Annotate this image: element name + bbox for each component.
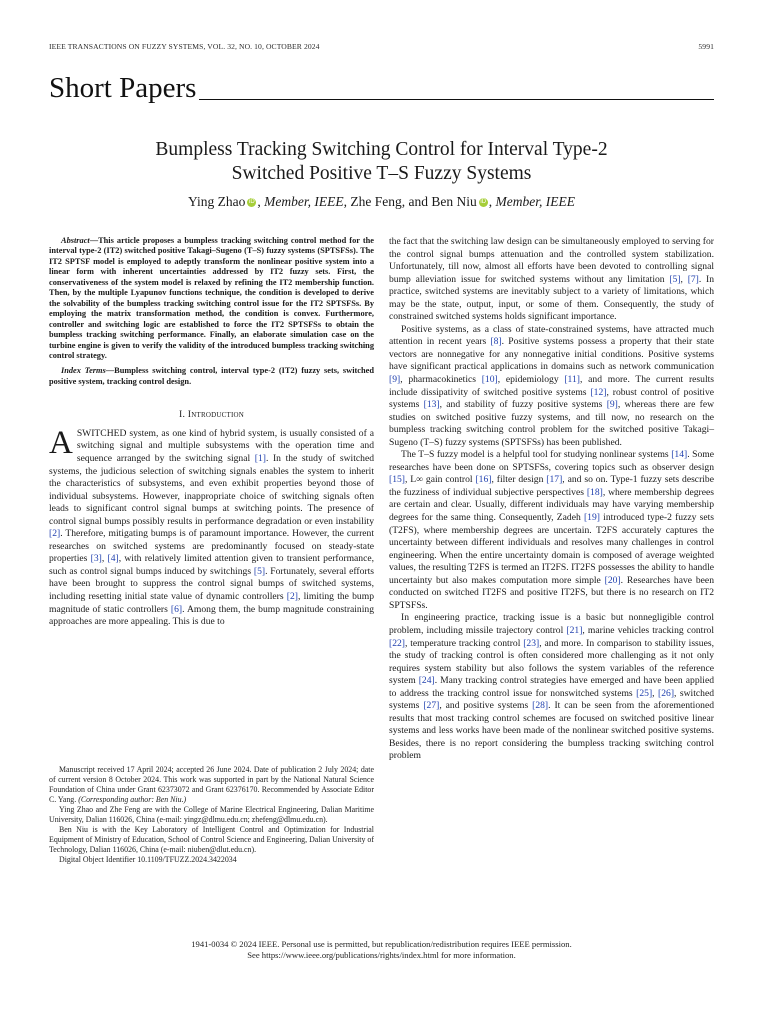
- paragraph-text: . Many tracking control strategies have emerged and have been applied to address the tracking control issue for nonswitched systems: [389, 675, 714, 699]
- paragraph-text: The T–S fuzzy model is a helpful tool for studying nonlinear systems: [401, 449, 672, 461]
- citation-link[interactable]: [5]: [253, 565, 266, 577]
- citation-link[interactable]: [7]: [687, 273, 699, 285]
- copyright-notice: [49, 939, 714, 961]
- paragraph-text: , marine vehicles tracking control: [582, 624, 715, 636]
- author-role: Member, IEEE: [264, 194, 344, 209]
- citation-link[interactable]: [23]: [523, 637, 540, 649]
- title-line-1: Bumpless Tracking Switching Control for Interval Type-2: [155, 139, 608, 160]
- left-column: [49, 236, 374, 629]
- section-banner: [49, 74, 714, 103]
- paragraph-text: , and more. In comparison to stability issues, the study of tracking control is often considered more challenging as it not only requires system stability but also follows the system variables of the reference system: [389, 637, 714, 687]
- citation-link[interactable]: [11]: [564, 374, 580, 386]
- section-title: Introduction: [187, 409, 244, 421]
- paragraph-text: , pharmacokinetics: [400, 374, 482, 386]
- citation-link[interactable]: [24]: [418, 675, 435, 687]
- copyright-line-1: 1941-0034 © 2024 IEEE. Personal use is permitted, but republication/redistribution requires IEEE permission.: [191, 939, 572, 949]
- paragraph-text: , limiting the bump magnitude of static controllers: [49, 591, 374, 615]
- paragraph-text: Positive systems, as a class of state-constrained systems, have attracted much attention in recent years: [389, 323, 714, 348]
- index-terms-lead: Index Terms: [61, 366, 106, 376]
- paragraph-text: , where membership degrees are certain and clear. Usually, different individuals may have varying membership degrees for the same thing. Consequently, Zadeh: [389, 486, 714, 524]
- paragraph-body: [389, 449, 714, 611]
- citation-link[interactable]: [3]: [90, 553, 102, 565]
- body-paragraph: [389, 324, 714, 449]
- body-paragraph: [389, 236, 714, 324]
- citation-link[interactable]: [18]: [586, 486, 603, 498]
- paragraph-text: , and so on. Type-1 fuzzy sets describe the fuzziness of individual subjective perspectives: [389, 474, 714, 498]
- footnotes: [49, 765, 374, 865]
- citation-link[interactable]: [13]: [423, 399, 440, 411]
- index-terms-text: —Bumpless switching control, interval type-2 (IT2) fuzzy sets, switched positive system, tracking control design.: [49, 366, 374, 386]
- paragraph-text: In engineering practice, tracking issue is a basic but nonnegligible control problem, including missile trajectory control: [389, 612, 714, 636]
- abstract: [49, 236, 374, 361]
- paragraph-text: , whereas there are few studies on switched positive fuzzy systems, and till now, no research on the bumpless tracking switching control problem for the switched positive Takagi–Sugeno (T–S) fuzzy systems (SPTSFSs) has been published.: [389, 399, 715, 448]
- paragraph-body: [389, 612, 714, 761]
- paragraph-text: . Researches have been conducted on switched IT2FS and positive IT2FS, but there is no research on IT2 SPTSFSs.: [389, 574, 714, 611]
- page-number: 5991: [698, 42, 714, 51]
- paragraph-text: . Among them, the bump magnitude constraining approaches are more appealing. This is due to: [49, 603, 374, 628]
- abstract-text: —This article proposes a bumpless tracking switching control method for the interval type-2 (IT2) switched positive Takagi–Sugeno (T–S) fuzzy systems (SPTSFSs). The IT2 SPTSF model is employed to adeptly transform the nonlinear positive system into a linear form with inherent uncertainties addressed by IT2 fuzzy sets. First, the conservativeness of the system model is relaxed by refining the IT2 membership function. Then, by the multiple Lyapunov functions technique, the condition is developed to derive the solvability of the bumpless tracking switching control issue for the IT2 SPTSFSs. By employing the matrix transformation method, the condition is convex. Furthermore, controller and switching logic are established to force the IT2 SPTSFSs to obtain the bumpless tracking switching performance. Finally, an elaborate simulation case on the turbine engine is given to verify the validity of the introduced bumpless tracking switching control strategy.: [49, 236, 374, 360]
- citation-link[interactable]: [20]: [604, 574, 621, 586]
- drop-cap: A: [49, 424, 73, 461]
- footnote-doi[interactable]: Digital Object Identifier 10.1109/TFUZZ.2024.3422034: [59, 854, 237, 864]
- paragraph-text: , robust control of positive systems: [389, 386, 714, 411]
- paragraph-text: . In practice, switched systems are inevitably subject to a variety of limitations, which may be the state, output, input, or some of them. Consequently, the study of constrained switched systems holds significant importance.: [389, 273, 715, 323]
- citation-link[interactable]: [9]: [606, 399, 618, 411]
- paragraph-text: the fact that the switching law design can be simultaneously employed to serving for the control signal bumps attenuation and the controlled system stabilization. Unfortunately, till now, almost all efforts have been devoted to controlling signal bump alleviation issue for switched systems without any limitation: [389, 236, 714, 285]
- paragraph-text: ,: [101, 553, 108, 565]
- citation-link[interactable]: [2]: [286, 591, 298, 602]
- paragraph-text: , epidemiology: [497, 374, 565, 386]
- author-conjunction: and: [408, 194, 428, 209]
- footnote-corresponding: (Corresponding author: Ben Niu.): [78, 794, 187, 804]
- paragraph-text: , and positive systems: [439, 700, 533, 712]
- citation-link[interactable]: [19]: [583, 512, 600, 524]
- citation-link[interactable]: [4]: [107, 553, 119, 565]
- running-head: [49, 42, 714, 51]
- paragraph-body: [49, 424, 375, 628]
- abstract-lead: Abstract: [61, 236, 90, 245]
- citation-link[interactable]: [10]: [481, 374, 498, 386]
- paragraph-text: . Therefore, mitigating bumps is of paramount importance. However, the current researches on switched systems are predominantly focused on steady-state properties: [49, 528, 374, 565]
- author-name: Ben Niu: [431, 194, 477, 209]
- citation-link[interactable]: [21]: [566, 624, 583, 636]
- intro-paragraph: [49, 424, 375, 629]
- citation-link[interactable]: [8]: [490, 336, 502, 348]
- citation-link[interactable]: [28]: [532, 700, 549, 712]
- paragraph-text: . In the study of switched systems, the judicious selection of switching signals enables the system to inherit the characteristics of subsystems, and even exhibit properties beyond those of individual subsystems. However, inappropriate choice of switching signals often leads to significant control signal bumps at switching points. The presence of control signal bumps possibly results in performance degradation or even instability: [49, 452, 374, 527]
- paragraph-text: , temperature tracking control: [404, 637, 524, 649]
- citation-link[interactable]: [6]: [170, 603, 183, 615]
- paragraph-text: , switched systems: [389, 687, 714, 712]
- citation-link[interactable]: [27]: [423, 700, 440, 712]
- paragraph-text: . Fortunately, several efforts have been brought to suppress the control signal bumps of switched systems, including resetting initial state value of dynamic controllers: [49, 565, 374, 602]
- footnote-affiliation: Ying Zhao and Zhe Feng are with the College of Marine Electrical Engineering, Dalian Maritime University, Dalian 116026, China (e-mail: yingz@dlmu.edu.cn; zhefeng@dlmu.edu.cn).: [49, 804, 374, 824]
- citation-link[interactable]: [26]: [658, 687, 675, 699]
- footnote-text: Manuscript received 17 April 2024; accepted 26 June 2024. Date of publication 2 July 2024; date of current version 8 October 2024. This work was supported in part by the National Natural Science Foundation of China under Grant 62373072 and Grant 62376170. Recommended by Associate Editor C. Yang.: [49, 765, 374, 804]
- right-column: [389, 236, 714, 763]
- footnote-manuscript: [49, 765, 374, 805]
- paragraph-text: . It can be seen from the aforementioned results that most tracking control schemes are focused on switched positive linear systems and less works have been made of the nonlinear switched positive systems. Besides, there is no report considering the bumpless tracking switching control problem: [389, 700, 714, 762]
- paragraph-text: . Positive systems possess a property that their state vectors are nonnegative for any nonnegative initial conditions. Positive systems have significant practical applications in domains such as network communication: [389, 336, 714, 373]
- paragraph-text: introduced type-2 fuzzy sets (T2FS), where membership degrees are uncertain. T2FS accurately captures the uncertainty between different individuals and resolves many challenges in control engineering. When the entire uncertainty domain is composed of average weighted values, the resulting T2FS is termed an IT2FS. IT2FS possesses the ability to handle uncertainty but also makes computation more simple: [389, 512, 714, 586]
- author-list: Ying Zhao iD , Member, IEEE, Zhe Feng, and Ben Niu iD , Member, IEEE: [188, 194, 575, 209]
- paper-title: [49, 138, 714, 186]
- citation-link[interactable]: [12]: [590, 386, 607, 398]
- paragraph-body: [389, 324, 714, 448]
- title-line-2: Switched Positive T–S Fuzzy Systems: [231, 163, 532, 184]
- paragraph-body: [389, 236, 714, 322]
- paragraph-text: ,: [652, 687, 659, 699]
- paragraph-text: SWITCHED system, as one kind of hybrid system, is usually consisted of a switching signal and multiple subsystems with the operation time and sequence arranged by the switching signal: [76, 427, 374, 464]
- body-paragraph: [389, 612, 714, 763]
- paragraph-text: . Some researches have been done on SPTSFSs, covering topics such as observer design: [389, 449, 715, 473]
- author-name: Zhe Feng: [350, 194, 402, 209]
- paragraph-text: , filter design: [491, 474, 547, 486]
- orcid-icon[interactable]: iD: [480, 199, 487, 205]
- paragraph-text: ,: [680, 273, 688, 285]
- orcid-icon[interactable]: iD: [249, 199, 255, 205]
- banner-rule: [199, 99, 714, 100]
- citation-link[interactable]: [17]: [546, 474, 563, 486]
- citation-link[interactable]: [22]: [389, 637, 405, 649]
- section-number: I.: [179, 409, 186, 421]
- body-paragraph: [389, 449, 714, 612]
- copyright-line-2[interactable]: See https://www.ieee.org/publications/rights/index.html for more information.: [247, 950, 516, 960]
- author-name: Ying Zhao: [188, 194, 246, 209]
- citation-link[interactable]: [15]: [389, 474, 405, 486]
- section-heading: [49, 409, 374, 422]
- footnote-affiliation: Ben Niu is with the Key Laboratory of Intelligent Control and Optimization for Industrial Equipment of Ministry of Education, School of Control Science and Engineering, Dalian University of Technology, Dalian 116026, China (e-mail: niuben@dlut.edu.cn).: [49, 824, 374, 854]
- paragraph-text: , with relatively limited attention given to transient performance, such as control signal bumps induced by switchings: [49, 553, 375, 577]
- citation-link[interactable]: [2]: [49, 528, 61, 540]
- journal-info: IEEE TRANSACTIONS ON FUZZY SYSTEMS, VOL. 32, NO. 10, OCTOBER 2024: [49, 42, 320, 51]
- paragraph-text: , and stability of fuzzy positive systems: [439, 399, 607, 411]
- citation-link[interactable]: [16]: [475, 474, 492, 486]
- citation-link[interactable]: [5]: [669, 273, 681, 285]
- author-role: Member, IEEE: [495, 194, 575, 209]
- citation-link[interactable]: [25]: [636, 687, 653, 699]
- citation-link[interactable]: [9]: [389, 374, 401, 386]
- citation-link[interactable]: [14]: [671, 449, 688, 461]
- paragraph-text: , and more. The current results include dissipativity of switched positive systems: [389, 374, 715, 398]
- paragraph-text: , L∞ gain control: [404, 474, 476, 486]
- section-banner-text: Short Papers: [49, 72, 197, 104]
- citation-link[interactable]: [1]: [254, 452, 266, 464]
- index-terms: [49, 366, 374, 387]
